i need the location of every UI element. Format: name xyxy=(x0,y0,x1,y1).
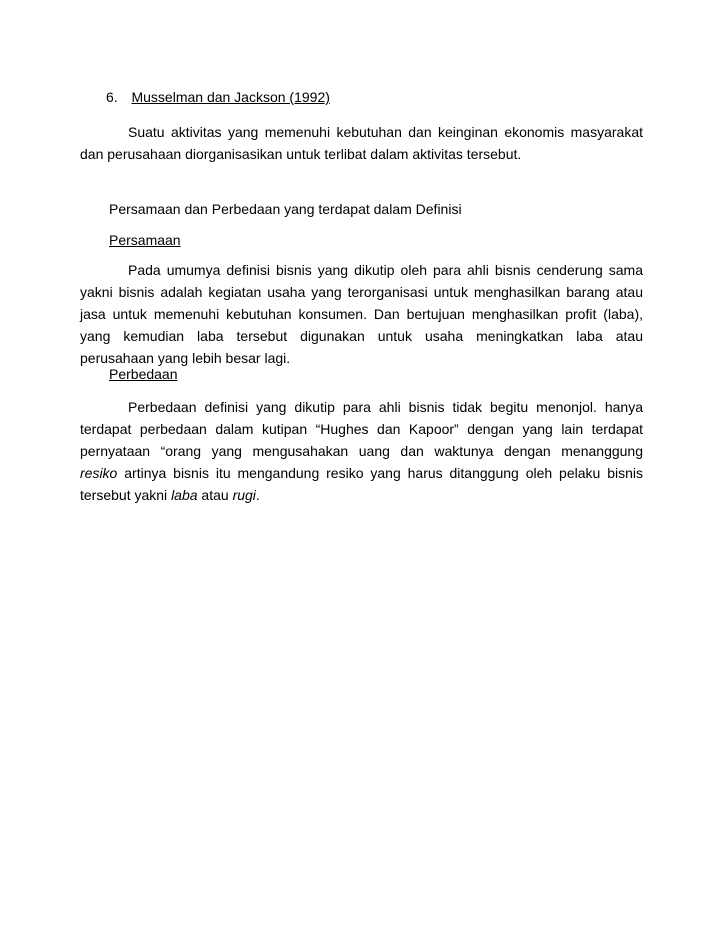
persamaan-paragraph xyxy=(80,259,643,369)
paragraph-line: Pada umumya definisi bisnis yang dikutip oleh para ahli bisnis cenderung sama xyxy=(128,262,643,278)
paragraph-line: perusahaan yang lebih besar lagi. xyxy=(80,350,291,366)
item-heading-text: Musselman dan Jackson (1992) xyxy=(131,89,330,105)
perbedaan-paragraph xyxy=(80,396,643,506)
paragraph-line: dan perusahaan diorganisasikan untuk terlibat dalam aktivitas tersebut. xyxy=(80,146,522,162)
list-item-heading xyxy=(106,86,330,108)
paragraph-line: terdapat perbedaan dalam kutipan “Hughes dan Kapoor” dengan yang lain terdapat xyxy=(80,421,643,437)
line-text: . xyxy=(255,487,260,503)
section-title: Persamaan dan Perbedaan yang terdapat dalam Definisi xyxy=(109,201,462,217)
paragraph-line: yakni bisnis adalah kegiatan usaha yang terorganisasi untuk menghasilkan barang atau xyxy=(80,284,643,300)
paragraph-line xyxy=(80,462,643,484)
paragraph-line: Suatu aktivitas yang memenuhi kebutuhan dan keinginan ekonomis masyarakat xyxy=(128,124,643,140)
item6-paragraph xyxy=(80,121,643,165)
perbedaan-heading: Perbedaan xyxy=(109,366,178,382)
italic-word: resiko xyxy=(80,465,118,481)
list-number: 6. xyxy=(106,89,118,105)
line-text: artinya bisnis itu mengandung resiko yang harus ditanggung oleh pelaku bisnis xyxy=(117,465,643,481)
paragraph-line: yang kemudian laba tersebut digunakan untuk usaha meningkatkan laba atau xyxy=(80,328,643,344)
italic-word: rugi xyxy=(232,487,256,503)
paragraph-line: pernyataan “orang yang mengusahakan uang dan waktunya dengan menanggung xyxy=(80,443,643,459)
paragraph-line: jasa untuk memenuhi kebutuhan konsumen. Dan bertujuan menghasilkan profit (laba), xyxy=(80,306,643,322)
line-text: tersebut yakni xyxy=(80,487,172,503)
paragraph-line xyxy=(80,484,643,506)
paragraph-line: Perbedaan definisi yang dikutip para ahli bisnis tidak begitu menonjol. hanya xyxy=(128,399,643,415)
italic-word: laba xyxy=(171,487,198,503)
persamaan-heading: Persamaan xyxy=(109,232,181,248)
line-text: atau xyxy=(197,487,233,503)
